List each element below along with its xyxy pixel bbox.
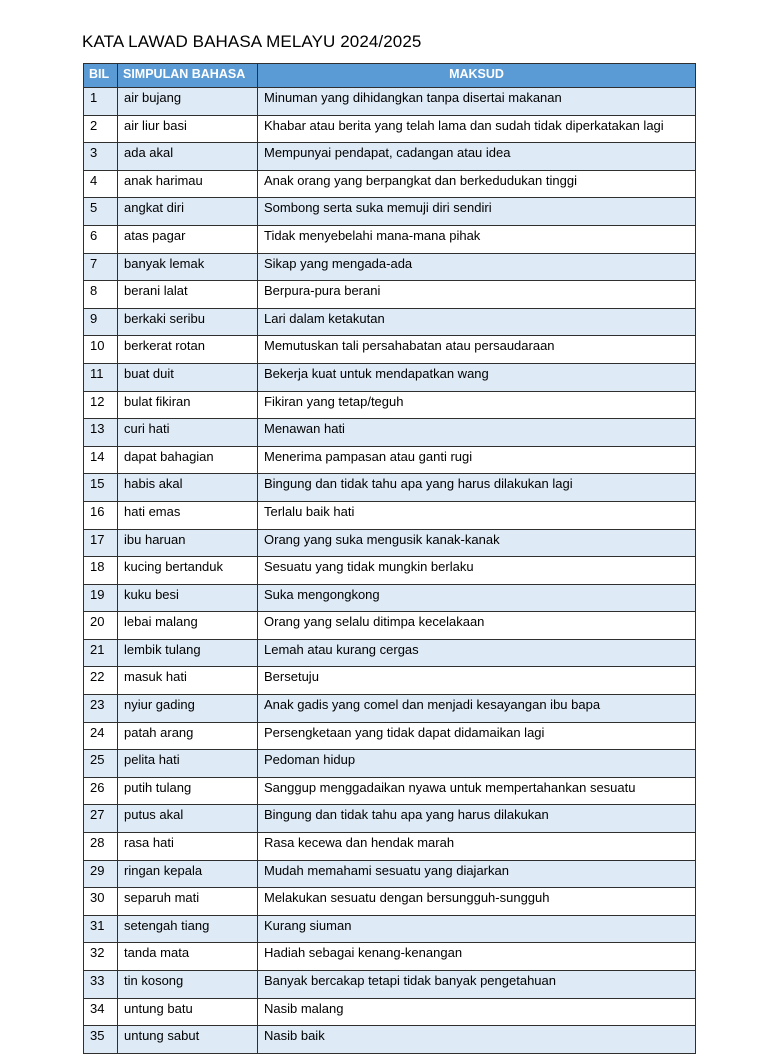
cell-maksud: Anak orang yang berpangkat dan berkedudukan tinggi bbox=[258, 170, 696, 198]
cell-bil: 18 bbox=[84, 557, 118, 585]
cell-bil: 10 bbox=[84, 336, 118, 364]
cell-simpulan-bahasa: untung batu bbox=[118, 998, 258, 1026]
header-bil: BIL bbox=[84, 64, 118, 88]
table-row bbox=[84, 198, 696, 226]
cell-simpulan-bahasa: tanda mata bbox=[118, 943, 258, 971]
cell-simpulan-bahasa: dapat bahagian bbox=[118, 446, 258, 474]
cell-maksud: Banyak bercakap tetapi tidak banyak pengetahuan bbox=[258, 971, 696, 999]
cell-bil: 3 bbox=[84, 143, 118, 171]
cell-maksud: Melakukan sesuatu dengan bersungguh-sungguh bbox=[258, 888, 696, 916]
table-row bbox=[84, 998, 696, 1026]
header-simpulan-bahasa: SIMPULAN BAHASA bbox=[118, 64, 258, 88]
cell-maksud: Bingung dan tidak tahu apa yang harus dilakukan bbox=[258, 805, 696, 833]
table-row bbox=[84, 667, 696, 695]
cell-simpulan-bahasa: curi hati bbox=[118, 419, 258, 447]
table-row bbox=[84, 1026, 696, 1054]
cell-maksud: Menawan hati bbox=[258, 419, 696, 447]
table-row bbox=[84, 777, 696, 805]
cell-maksud: Minuman yang dihidangkan tanpa disertai makanan bbox=[258, 88, 696, 116]
table-row bbox=[84, 115, 696, 143]
table-row bbox=[84, 557, 696, 585]
table-body bbox=[84, 88, 696, 1054]
table-row bbox=[84, 474, 696, 502]
table-row bbox=[84, 88, 696, 116]
cell-bil: 23 bbox=[84, 695, 118, 723]
cell-simpulan-bahasa: tin kosong bbox=[118, 971, 258, 999]
table-row bbox=[84, 336, 696, 364]
cell-simpulan-bahasa: habis akal bbox=[118, 474, 258, 502]
cell-maksud: Sanggup menggadaikan nyawa untuk mempertahankan sesuatu bbox=[258, 777, 696, 805]
cell-maksud: Menerima pampasan atau ganti rugi bbox=[258, 446, 696, 474]
cell-maksud: Khabar atau berita yang telah lama dan sudah tidak diperkatakan lagi bbox=[258, 115, 696, 143]
cell-simpulan-bahasa: lebai malang bbox=[118, 612, 258, 640]
cell-simpulan-bahasa: kuku besi bbox=[118, 584, 258, 612]
cell-bil: 28 bbox=[84, 833, 118, 861]
cell-simpulan-bahasa: berani lalat bbox=[118, 281, 258, 309]
cell-bil: 31 bbox=[84, 915, 118, 943]
cell-bil: 13 bbox=[84, 419, 118, 447]
cell-bil: 15 bbox=[84, 474, 118, 502]
cell-simpulan-bahasa: ibu haruan bbox=[118, 529, 258, 557]
cell-maksud: Berpura-pura berani bbox=[258, 281, 696, 309]
cell-bil: 11 bbox=[84, 363, 118, 391]
cell-maksud: Bekerja kuat untuk mendapatkan wang bbox=[258, 363, 696, 391]
cell-bil: 29 bbox=[84, 860, 118, 888]
table-row bbox=[84, 971, 696, 999]
cell-maksud: Anak gadis yang comel dan menjadi kesayangan ibu bapa bbox=[258, 695, 696, 723]
cell-simpulan-bahasa: berkaki seribu bbox=[118, 308, 258, 336]
table-row bbox=[84, 446, 696, 474]
table-row bbox=[84, 143, 696, 171]
cell-simpulan-bahasa: kucing bertanduk bbox=[118, 557, 258, 585]
cell-simpulan-bahasa: lembik tulang bbox=[118, 639, 258, 667]
cell-simpulan-bahasa: berkerat rotan bbox=[118, 336, 258, 364]
table-row bbox=[84, 943, 696, 971]
cell-bil: 2 bbox=[84, 115, 118, 143]
cell-maksud: Pedoman hidup bbox=[258, 750, 696, 778]
cell-simpulan-bahasa: angkat diri bbox=[118, 198, 258, 226]
table-row bbox=[84, 281, 696, 309]
cell-maksud: Persengketaan yang tidak dapat didamaikan lagi bbox=[258, 722, 696, 750]
cell-maksud: Tidak menyebelahi mana-mana pihak bbox=[258, 225, 696, 253]
cell-maksud: Orang yang suka mengusik kanak-kanak bbox=[258, 529, 696, 557]
cell-bil: 22 bbox=[84, 667, 118, 695]
cell-simpulan-bahasa: banyak lemak bbox=[118, 253, 258, 281]
cell-simpulan-bahasa: nyiur gading bbox=[118, 695, 258, 723]
cell-bil: 9 bbox=[84, 308, 118, 336]
cell-bil: 34 bbox=[84, 998, 118, 1026]
table-row bbox=[84, 722, 696, 750]
cell-simpulan-bahasa: masuk hati bbox=[118, 667, 258, 695]
cell-bil: 16 bbox=[84, 501, 118, 529]
cell-maksud: Hadiah sebagai kenang-kenangan bbox=[258, 943, 696, 971]
cell-bil: 14 bbox=[84, 446, 118, 474]
table-row bbox=[84, 695, 696, 723]
table-row bbox=[84, 584, 696, 612]
cell-maksud: Nasib malang bbox=[258, 998, 696, 1026]
table-row bbox=[84, 419, 696, 447]
cell-simpulan-bahasa: bulat fikiran bbox=[118, 391, 258, 419]
cell-maksud: Suka mengongkong bbox=[258, 584, 696, 612]
cell-maksud: Nasib baik bbox=[258, 1026, 696, 1054]
cell-simpulan-bahasa: atas pagar bbox=[118, 225, 258, 253]
cell-simpulan-bahasa: pelita hati bbox=[118, 750, 258, 778]
cell-maksud: Terlalu baik hati bbox=[258, 501, 696, 529]
table-row bbox=[84, 225, 696, 253]
cell-bil: 1 bbox=[84, 88, 118, 116]
table-row bbox=[84, 363, 696, 391]
table-row bbox=[84, 639, 696, 667]
cell-maksud: Fikiran yang tetap/teguh bbox=[258, 391, 696, 419]
table-row bbox=[84, 888, 696, 916]
cell-maksud: Mudah memahami sesuatu yang diajarkan bbox=[258, 860, 696, 888]
cell-bil: 4 bbox=[84, 170, 118, 198]
cell-simpulan-bahasa: setengah tiang bbox=[118, 915, 258, 943]
cell-simpulan-bahasa: buat duit bbox=[118, 363, 258, 391]
table-row bbox=[84, 253, 696, 281]
cell-bil: 35 bbox=[84, 1026, 118, 1054]
cell-bil: 30 bbox=[84, 888, 118, 916]
cell-maksud: Sikap yang mengada-ada bbox=[258, 253, 696, 281]
cell-bil: 6 bbox=[84, 225, 118, 253]
table-row bbox=[84, 501, 696, 529]
table-row bbox=[84, 915, 696, 943]
table-row bbox=[84, 833, 696, 861]
cell-maksud: Lari dalam ketakutan bbox=[258, 308, 696, 336]
cell-simpulan-bahasa: hati emas bbox=[118, 501, 258, 529]
page-title: KATA LAWAD BAHASA MELAYU 2024/2025 bbox=[82, 32, 422, 51]
cell-maksud: Bingung dan tidak tahu apa yang harus dilakukan lagi bbox=[258, 474, 696, 502]
cell-bil: 27 bbox=[84, 805, 118, 833]
cell-simpulan-bahasa: patah arang bbox=[118, 722, 258, 750]
cell-simpulan-bahasa: putih tulang bbox=[118, 777, 258, 805]
cell-maksud: Bersetuju bbox=[258, 667, 696, 695]
table-header-row bbox=[84, 64, 696, 88]
cell-bil: 21 bbox=[84, 639, 118, 667]
cell-simpulan-bahasa: ringan kepala bbox=[118, 860, 258, 888]
cell-simpulan-bahasa: air bujang bbox=[118, 88, 258, 116]
cell-bil: 32 bbox=[84, 943, 118, 971]
cell-bil: 12 bbox=[84, 391, 118, 419]
table-row bbox=[84, 805, 696, 833]
table-row bbox=[84, 750, 696, 778]
cell-simpulan-bahasa: separuh mati bbox=[118, 888, 258, 916]
cell-bil: 7 bbox=[84, 253, 118, 281]
cell-bil: 19 bbox=[84, 584, 118, 612]
cell-maksud: Kurang siuman bbox=[258, 915, 696, 943]
cell-simpulan-bahasa: ada akal bbox=[118, 143, 258, 171]
cell-simpulan-bahasa: anak harimau bbox=[118, 170, 258, 198]
header-maksud: MAKSUD bbox=[258, 64, 696, 88]
cell-maksud: Sombong serta suka memuji diri sendiri bbox=[258, 198, 696, 226]
cell-maksud: Mempunyai pendapat, cadangan atau idea bbox=[258, 143, 696, 171]
cell-simpulan-bahasa: putus akal bbox=[118, 805, 258, 833]
cell-bil: 24 bbox=[84, 722, 118, 750]
table-row bbox=[84, 612, 696, 640]
cell-simpulan-bahasa: rasa hati bbox=[118, 833, 258, 861]
cell-maksud: Rasa kecewa dan hendak marah bbox=[258, 833, 696, 861]
cell-bil: 26 bbox=[84, 777, 118, 805]
cell-bil: 33 bbox=[84, 971, 118, 999]
cell-maksud: Lemah atau kurang cergas bbox=[258, 639, 696, 667]
cell-simpulan-bahasa: air liur basi bbox=[118, 115, 258, 143]
table-row bbox=[84, 391, 696, 419]
cell-bil: 20 bbox=[84, 612, 118, 640]
cell-bil: 8 bbox=[84, 281, 118, 309]
cell-bil: 17 bbox=[84, 529, 118, 557]
cell-maksud: Memutuskan tali persahabatan atau persaudaraan bbox=[258, 336, 696, 364]
simpulan-bahasa-table bbox=[83, 63, 696, 1054]
cell-simpulan-bahasa: untung sabut bbox=[118, 1026, 258, 1054]
cell-maksud: Orang yang selalu ditimpa kecelakaan bbox=[258, 612, 696, 640]
table-row bbox=[84, 860, 696, 888]
table-row bbox=[84, 308, 696, 336]
table-row bbox=[84, 529, 696, 557]
table-row bbox=[84, 170, 696, 198]
cell-bil: 5 bbox=[84, 198, 118, 226]
cell-maksud: Sesuatu yang tidak mungkin berlaku bbox=[258, 557, 696, 585]
cell-bil: 25 bbox=[84, 750, 118, 778]
